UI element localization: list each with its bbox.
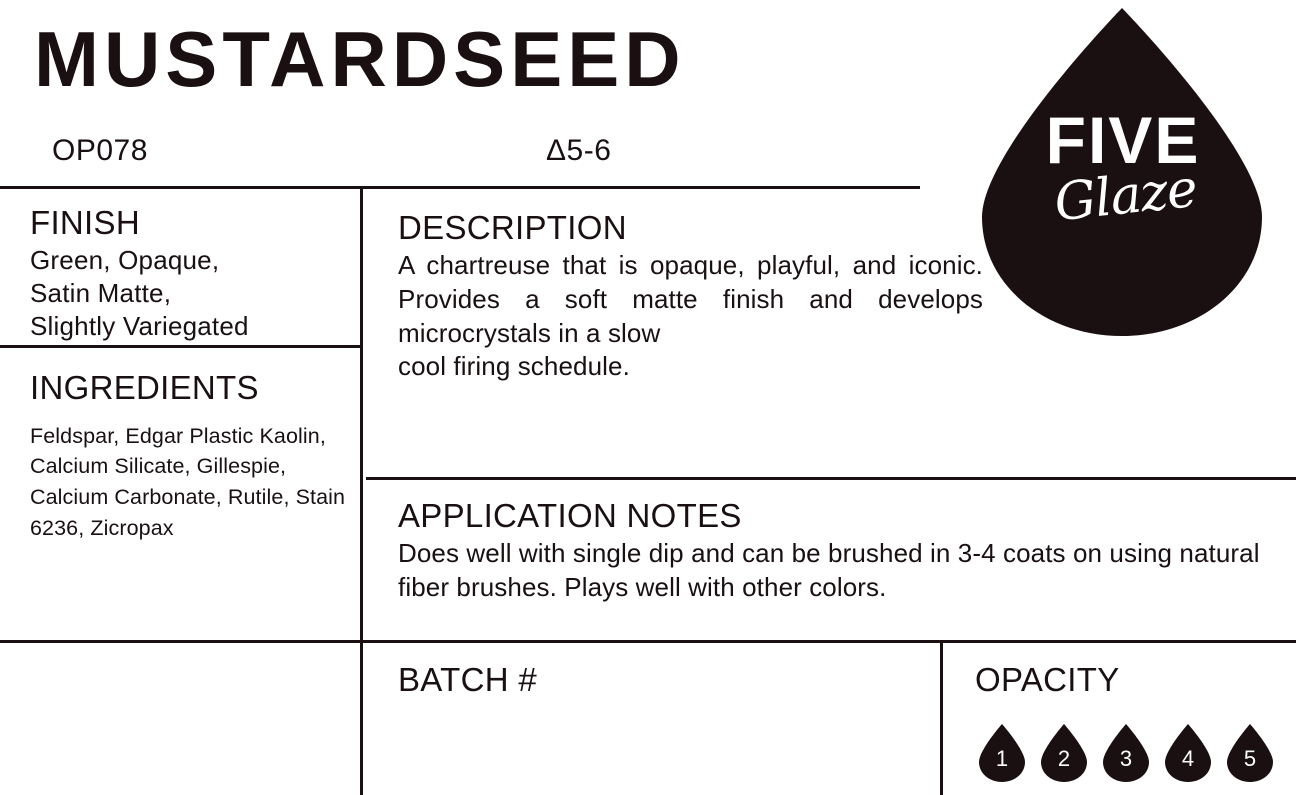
opacity-droplet-5-label: 5 [1243, 746, 1257, 771]
opacity-droplet-4[interactable] [1161, 722, 1215, 784]
description-text: A chartreuse that is opaque, playful, and iconic. Provides a soft matte finish and develops microcrystals in a slow [398, 249, 983, 348]
finish-body [30, 244, 354, 344]
opacity-droplet-3-label: 3 [1119, 746, 1133, 771]
opacity-droplet-1-label: 1 [995, 746, 1009, 771]
opacity-scale [975, 722, 1277, 784]
finish-line-1: Green, Opaque, [30, 244, 220, 275]
description-heading: DESCRIPTION [398, 209, 627, 246]
batch-section [398, 662, 537, 701]
finish-line-3: Slightly Variegated [30, 311, 249, 342]
brand-logo-droplet-icon [962, 2, 1282, 342]
brand-logo-glaze-text: Glaze [1051, 158, 1200, 234]
ingredients-heading: INGREDIENTS [30, 369, 259, 406]
divider-description [366, 477, 1296, 480]
page-title: MUSTARDSEED [34, 15, 686, 103]
opacity-droplet-5[interactable] [1223, 722, 1277, 784]
ingredients-body: Feldspar, Edgar Plastic Kaolin, Calcium Silicate, Gillespie, Calcium Carbonate, Rutile, Stain 6236, Zicropax [30, 423, 346, 540]
opacity-droplet-4-label: 4 [1181, 746, 1195, 771]
divider-vertical-right [940, 640, 943, 795]
finish-heading: FINISH [30, 204, 140, 241]
product-code: OP078 [52, 134, 148, 167]
brand-logo-five-text: FIVE [1045, 103, 1201, 177]
opacity-droplet-2[interactable] [1037, 722, 1091, 784]
opacity-droplet-2-label: 2 [1057, 746, 1071, 771]
finish-line-2: Satin Matte, [30, 278, 172, 309]
description-section [398, 210, 983, 384]
description-body [398, 249, 983, 384]
divider-header [0, 186, 920, 189]
firing-cone-range: Δ5-6 [546, 134, 612, 167]
opacity-droplet-1[interactable] [975, 722, 1029, 784]
application-notes-heading: APPLICATION NOTES [398, 497, 742, 534]
description-text-last-line: cool firing schedule. [398, 351, 630, 382]
opacity-droplet-3[interactable] [1099, 722, 1153, 784]
ingredients-section [30, 370, 354, 543]
divider-finish [0, 345, 360, 348]
opacity-section [975, 662, 1275, 701]
opacity-heading: OPACITY [975, 661, 1120, 698]
finish-section [30, 205, 354, 344]
divider-bottom [0, 640, 1296, 643]
divider-vertical-left [360, 186, 363, 795]
application-notes-section [398, 498, 1288, 605]
application-notes-body: Does well with single dip and can be brushed in 3-4 coats on using natural fiber brushes. Plays well with other colors. [398, 537, 1260, 602]
batch-heading: BATCH # [398, 661, 538, 698]
